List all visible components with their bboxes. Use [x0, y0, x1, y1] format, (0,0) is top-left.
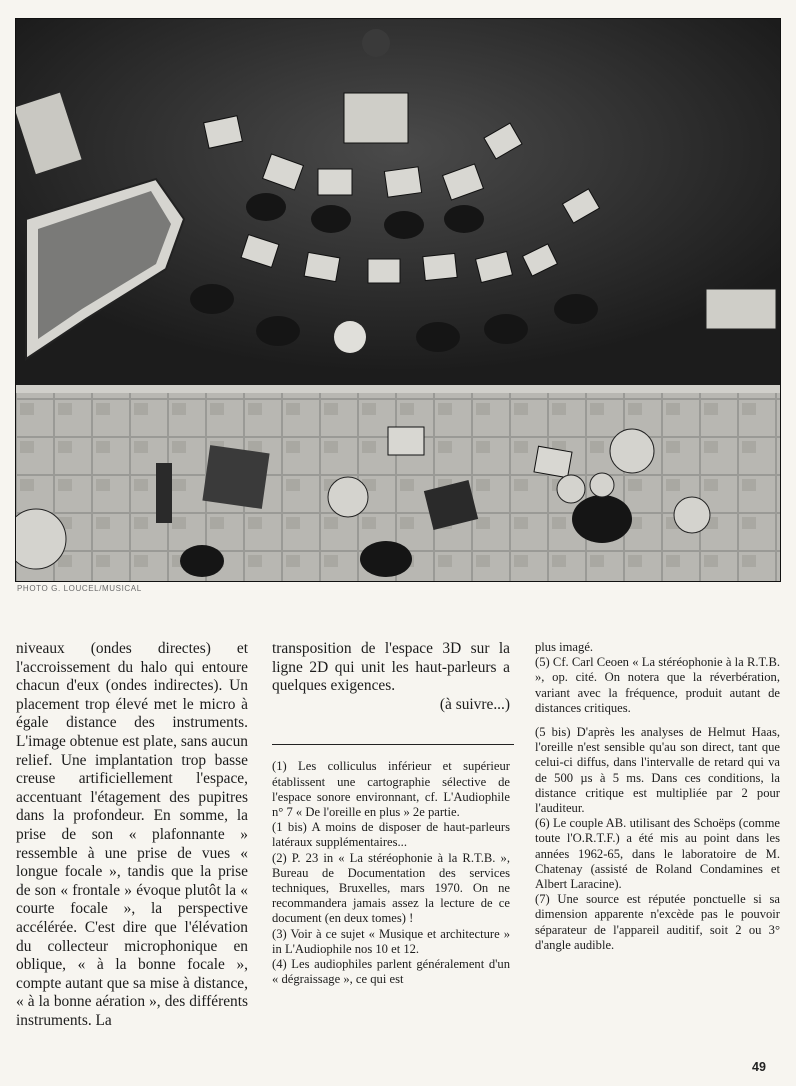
footnote: (5) Cf. Carl Ceoen « La stéréophonie à la R.T.B. », op. cité. On notera que la réverbération, variant avec la fréquence, produit autant de distances critiques. — [535, 655, 780, 715]
footnote: (4) Les audiophiles parlent généralement d'un « dégraissage », ce qui est — [272, 957, 510, 987]
orchestra-photo — [15, 18, 781, 582]
footnote: (5 bis) D'après les analyses de Helmut Haas, l'oreille n'est sensible qu'au son direct, tant que celui-ci diffus, dans l'intervalle de retard qui va de 500 µs à 5 ms. Dans ces conditions, la distance critique est multipliée par 2 pour l'auditeur. — [535, 725, 780, 816]
body-paragraph: niveaux (ondes directes) et l'accroissement du halo qui entoure chacun d'eux (ondes indirectes). Un placement trop élevé met le micro à égale distance des instruments. L'image obtenue est plate, sans aucun relief. Une implantation trop basse creuse artificiellement l'espace, accentuant l'étagement des pupitres dans la profondeur. En somme, la prise de son « plafonnante » ressemble à une prise de vues « longue focale », tandis que la prise de son « frontale » évoque plutôt la « courte focale », la perspective accélérée. C'est dire que l'élévation du collecteur microphonique en oblique, « à la bonne focale », compte autant que sa mise à distance, « à la bonne aération », des différents instruments. La — [16, 640, 248, 1029]
footnote: (3) Voir à ce sujet « Musique et architecture » in L'Audiophile nos 10 et 12. — [272, 926, 510, 956]
body-paragraph-end: transposition de l'espace 3D sur la ligne 2D qui unit les haut-parleurs a quelques exigences. — [272, 640, 510, 695]
to-be-continued: (à suivre...) — [439, 695, 510, 713]
footnote: (2) P. 23 in « La stéréophonie à la R.T.B. », Bureau de Documentation des services techniques, Bruxelles, mars 1970. On ne recommandera jamais assez la lecture de ce document (en deux tomes) ! — [272, 850, 510, 926]
footnotes-list — [272, 759, 510, 987]
page-number: 49 — [752, 1060, 766, 1074]
footnote: plus imagé. — [535, 640, 594, 654]
orchestra-overhead-image — [16, 19, 780, 581]
footnote: (6) Le couple AB. utilisant des Schoëps (comme toute l'O.R.T.F.) a été mis au point dans les années 1962-65, dans le laboratoire de M. Chatenay (assisté de Roland Condamines et Albert Laracine). — [535, 816, 780, 892]
text-column-1 — [16, 640, 248, 1030]
text-column-2 — [272, 640, 510, 987]
footnote: (1) Les colliculus inférieur et supérieur établissent une cartographie sélective de l'espace sonore environnant, cf. L'Audiophile n° 7 « De l'oreille en plus » 2e partie. — [272, 759, 510, 819]
text-column-3 — [535, 640, 780, 953]
footnote-divider — [272, 744, 514, 745]
footnote: (7) Une source est réputée ponctuelle si sa dimension apparente n'excède pas le pouvoir séparateur de l'appareil auditif, soit 2 ou 3° d'angle audible. — [535, 892, 780, 952]
photo-credit: PHOTO G. LOUCEL/MUSICAL — [17, 584, 142, 593]
footnote: (1 bis) A moins de disposer de haut-parleurs latéraux supplémentaires... — [272, 820, 510, 850]
